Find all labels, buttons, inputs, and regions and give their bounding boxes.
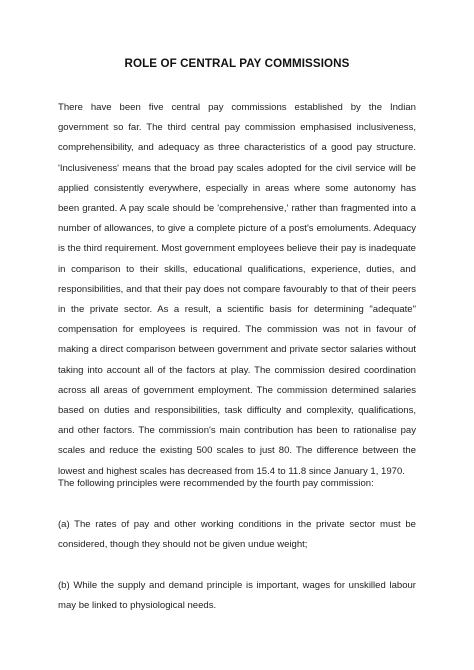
paragraph-fourth-commission-intro: The following principles were recommended by the fourth pay commission: — [58, 478, 374, 489]
document-title: ROLE OF CENTRAL PAY COMMISSIONS — [124, 57, 350, 70]
paragraph-principle-b: (b) While the supply and demand principle is important, wages for unskilled labour may be linked to physiological needs. — [58, 580, 416, 612]
paragraph-principle-a: (a) The rates of pay and other working conditions in the private sector must be considered, though they should not be given undue weight; — [58, 519, 416, 551]
paragraph-pay-commissions-overview: There have been five central pay commissions established by the Indian government so far. The third central pay commission emphasised inclusiveness, comprehensibility, and adequacy as three characteristics of a good pay structure. 'Inclusiveness' means that the broad pay scales adopted for the civil service will be applied consistently everywhere, especially in areas where some autonomy has been granted. A pay scale should be 'comprehensive,' rather than fragmented into a number of allowances, to give a complete picture of a post's emoluments. Adequacy is the third requirement. Most government employees believe their pay is inadequate in comparison to their skills, educational qualifications, experience, duties, and responsibilities, and that their pay does not compare favourably to that of their peers in the private sector. As a result, a scientific basis for determining "adequate" compensation for employees is required. The commission was not in favour of making a direct comparison between government and private sector salaries without taking into account all of the factors at play. The commission desired coordination across all areas of government employment. The commission determined salaries based on duties and responsibilities, task difficulty and complexity, qualifications, and other factors. The commission's main contribution has been to rationalise pay scales and reduce the existing 500 scales to just 80. The difference between the lowest and highest scales has decreased from 15.4 to 11.8 since January 1, 1970. — [58, 102, 416, 477]
